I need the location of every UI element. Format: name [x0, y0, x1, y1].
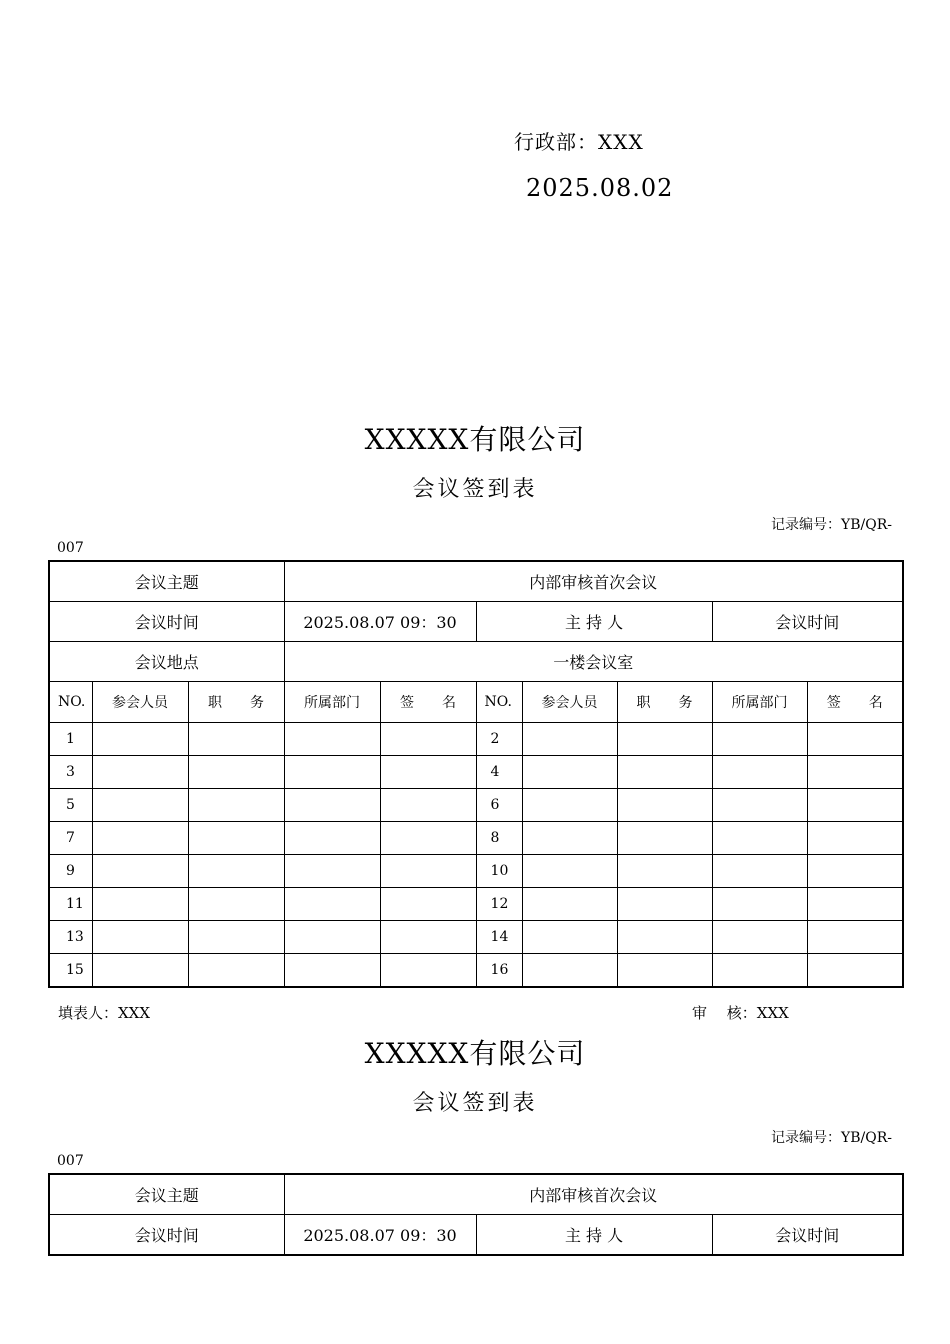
position-cell[interactable] [617, 756, 712, 789]
row-number: 9 [49, 855, 92, 888]
topic-row [49, 1174, 903, 1215]
row-number: 15 [49, 954, 92, 988]
col-no: NO. [49, 682, 92, 723]
signature-cell[interactable] [380, 789, 476, 822]
attendee-cell[interactable] [522, 789, 617, 822]
time-label: 会议时间 [49, 602, 284, 642]
record-number-prefix: 记录编号：YB/QR- [771, 517, 892, 533]
place-row [49, 642, 903, 682]
time-label: 会议时间 [49, 1215, 284, 1256]
attendee-cell[interactable] [522, 954, 617, 988]
row-number: 13 [49, 921, 92, 954]
signature-cell[interactable] [380, 888, 476, 921]
attendee-cell[interactable] [522, 888, 617, 921]
place-label: 会议地点 [49, 642, 284, 682]
row-number-right: 10 [476, 855, 522, 888]
row-number: 5 [49, 789, 92, 822]
col-department-right: 所属部门 [712, 682, 807, 723]
row-number: 1 [49, 723, 92, 756]
reviewed-by: 审 核：XXX [692, 1004, 789, 1022]
department-cell[interactable] [284, 888, 380, 921]
col-attendee: 参会人员 [92, 682, 188, 723]
department-cell[interactable] [284, 723, 380, 756]
department-cell[interactable] [712, 723, 807, 756]
host-label: 主 持 人 [476, 1215, 712, 1256]
department-label: 行政部：XXX [514, 130, 644, 154]
col-attendee-right: 参会人员 [522, 682, 617, 723]
position-cell[interactable] [617, 789, 712, 822]
column-header-row [49, 682, 903, 723]
signature-cell[interactable] [807, 822, 903, 855]
attendee-cell[interactable] [522, 822, 617, 855]
signature-cell[interactable] [380, 756, 476, 789]
signature-cell[interactable] [380, 921, 476, 954]
topic-value: 内部审核首次会议 [284, 561, 903, 602]
table-row [49, 756, 903, 789]
signature-cell[interactable] [807, 723, 903, 756]
department-cell[interactable] [712, 855, 807, 888]
col-no-right: NO. [476, 682, 522, 723]
company-name: XXXXX有限公司 [364, 423, 586, 456]
memo-date: 2025.08.02 [526, 174, 674, 202]
table-row [49, 723, 903, 756]
row-number-right: 14 [476, 921, 522, 954]
position-cell[interactable] [617, 855, 712, 888]
form-title-2: 会议签到表 [412, 1091, 538, 1116]
row-number-right: 16 [476, 954, 522, 988]
position-cell[interactable] [188, 921, 284, 954]
row-number-right: 4 [476, 756, 522, 789]
col-signature: 签 名 [380, 682, 476, 723]
position-cell[interactable] [617, 723, 712, 756]
host-label: 主 持 人 [476, 602, 712, 642]
time-row [49, 602, 903, 642]
sign-in-table [48, 560, 904, 988]
table-row [49, 855, 903, 888]
position-cell[interactable] [617, 888, 712, 921]
signature-cell[interactable] [807, 789, 903, 822]
col-position-right: 职 务 [617, 682, 712, 723]
company-name-2: XXXXX有限公司 [364, 1037, 586, 1070]
attendee-cell[interactable] [92, 888, 188, 921]
attendee-cell[interactable] [522, 855, 617, 888]
attendee-cell[interactable] [522, 756, 617, 789]
department-cell[interactable] [712, 822, 807, 855]
position-cell[interactable] [188, 789, 284, 822]
topic-label: 会议主题 [49, 561, 284, 602]
department-cell[interactable] [712, 954, 807, 988]
topic-label: 会议主题 [49, 1174, 284, 1215]
extra-time-label: 会议时间 [712, 602, 903, 642]
signature-cell[interactable] [380, 855, 476, 888]
col-position: 职 务 [188, 682, 284, 723]
position-cell[interactable] [188, 855, 284, 888]
signature-cell[interactable] [807, 888, 903, 921]
place-value: 一楼会议室 [284, 642, 903, 682]
department-cell[interactable] [712, 789, 807, 822]
department-cell[interactable] [284, 954, 380, 988]
attendee-cell[interactable] [522, 723, 617, 756]
department-cell[interactable] [284, 822, 380, 855]
row-number-right: 6 [476, 789, 522, 822]
signature-cell[interactable] [807, 954, 903, 988]
sign-in-table-2 [48, 1173, 904, 1256]
signature-cell[interactable] [807, 756, 903, 789]
row-number-right: 12 [476, 888, 522, 921]
row-number: 7 [49, 822, 92, 855]
signature-cell[interactable] [380, 723, 476, 756]
position-cell[interactable] [188, 822, 284, 855]
position-cell[interactable] [188, 723, 284, 756]
department-cell[interactable] [712, 756, 807, 789]
department-cell[interactable] [284, 789, 380, 822]
table-row [49, 954, 903, 988]
table-row [49, 789, 903, 822]
position-cell[interactable] [617, 921, 712, 954]
signature-cell[interactable] [807, 921, 903, 954]
row-number-right: 2 [476, 723, 522, 756]
department-cell[interactable] [284, 921, 380, 954]
position-cell[interactable] [617, 954, 712, 988]
record-number-suffix-2: 007 [57, 1153, 84, 1169]
record-number-suffix: 007 [57, 540, 84, 556]
attendee-cell[interactable] [92, 855, 188, 888]
table-row [49, 888, 903, 921]
col-signature-right: 签 名 [807, 682, 903, 723]
position-cell[interactable] [188, 888, 284, 921]
form-title: 会议签到表 [412, 477, 538, 502]
topic-value: 内部审核首次会议 [284, 1174, 903, 1215]
signature-cell[interactable] [807, 855, 903, 888]
attendee-cell[interactable] [92, 921, 188, 954]
table-row [49, 921, 903, 954]
department-cell[interactable] [284, 855, 380, 888]
row-number: 11 [49, 888, 92, 921]
table-row [49, 822, 903, 855]
department-cell[interactable] [712, 888, 807, 921]
col-department: 所属部门 [284, 682, 380, 723]
attendee-cell[interactable] [522, 921, 617, 954]
time-row [49, 1215, 903, 1256]
attendee-cell[interactable] [92, 954, 188, 988]
signature-cell[interactable] [380, 822, 476, 855]
time-value: 2025.08.07 09：30 [284, 1215, 476, 1256]
attendee-cell[interactable] [92, 789, 188, 822]
record-number-prefix-2: 记录编号：YB/QR- [771, 1130, 892, 1146]
position-cell[interactable] [617, 822, 712, 855]
department-cell[interactable] [712, 921, 807, 954]
row-number-right: 8 [476, 822, 522, 855]
position-cell[interactable] [188, 756, 284, 789]
filled-by: 填表人：XXX [58, 1004, 151, 1022]
attendee-cell[interactable] [92, 723, 188, 756]
signature-cell[interactable] [380, 954, 476, 988]
position-cell[interactable] [188, 954, 284, 988]
attendee-cell[interactable] [92, 822, 188, 855]
topic-row [49, 561, 903, 602]
department-cell[interactable] [284, 756, 380, 789]
time-value: 2025.08.07 09：30 [284, 602, 476, 642]
extra-time-label: 会议时间 [712, 1215, 903, 1256]
row-number: 3 [49, 756, 92, 789]
attendee-cell[interactable] [92, 756, 188, 789]
